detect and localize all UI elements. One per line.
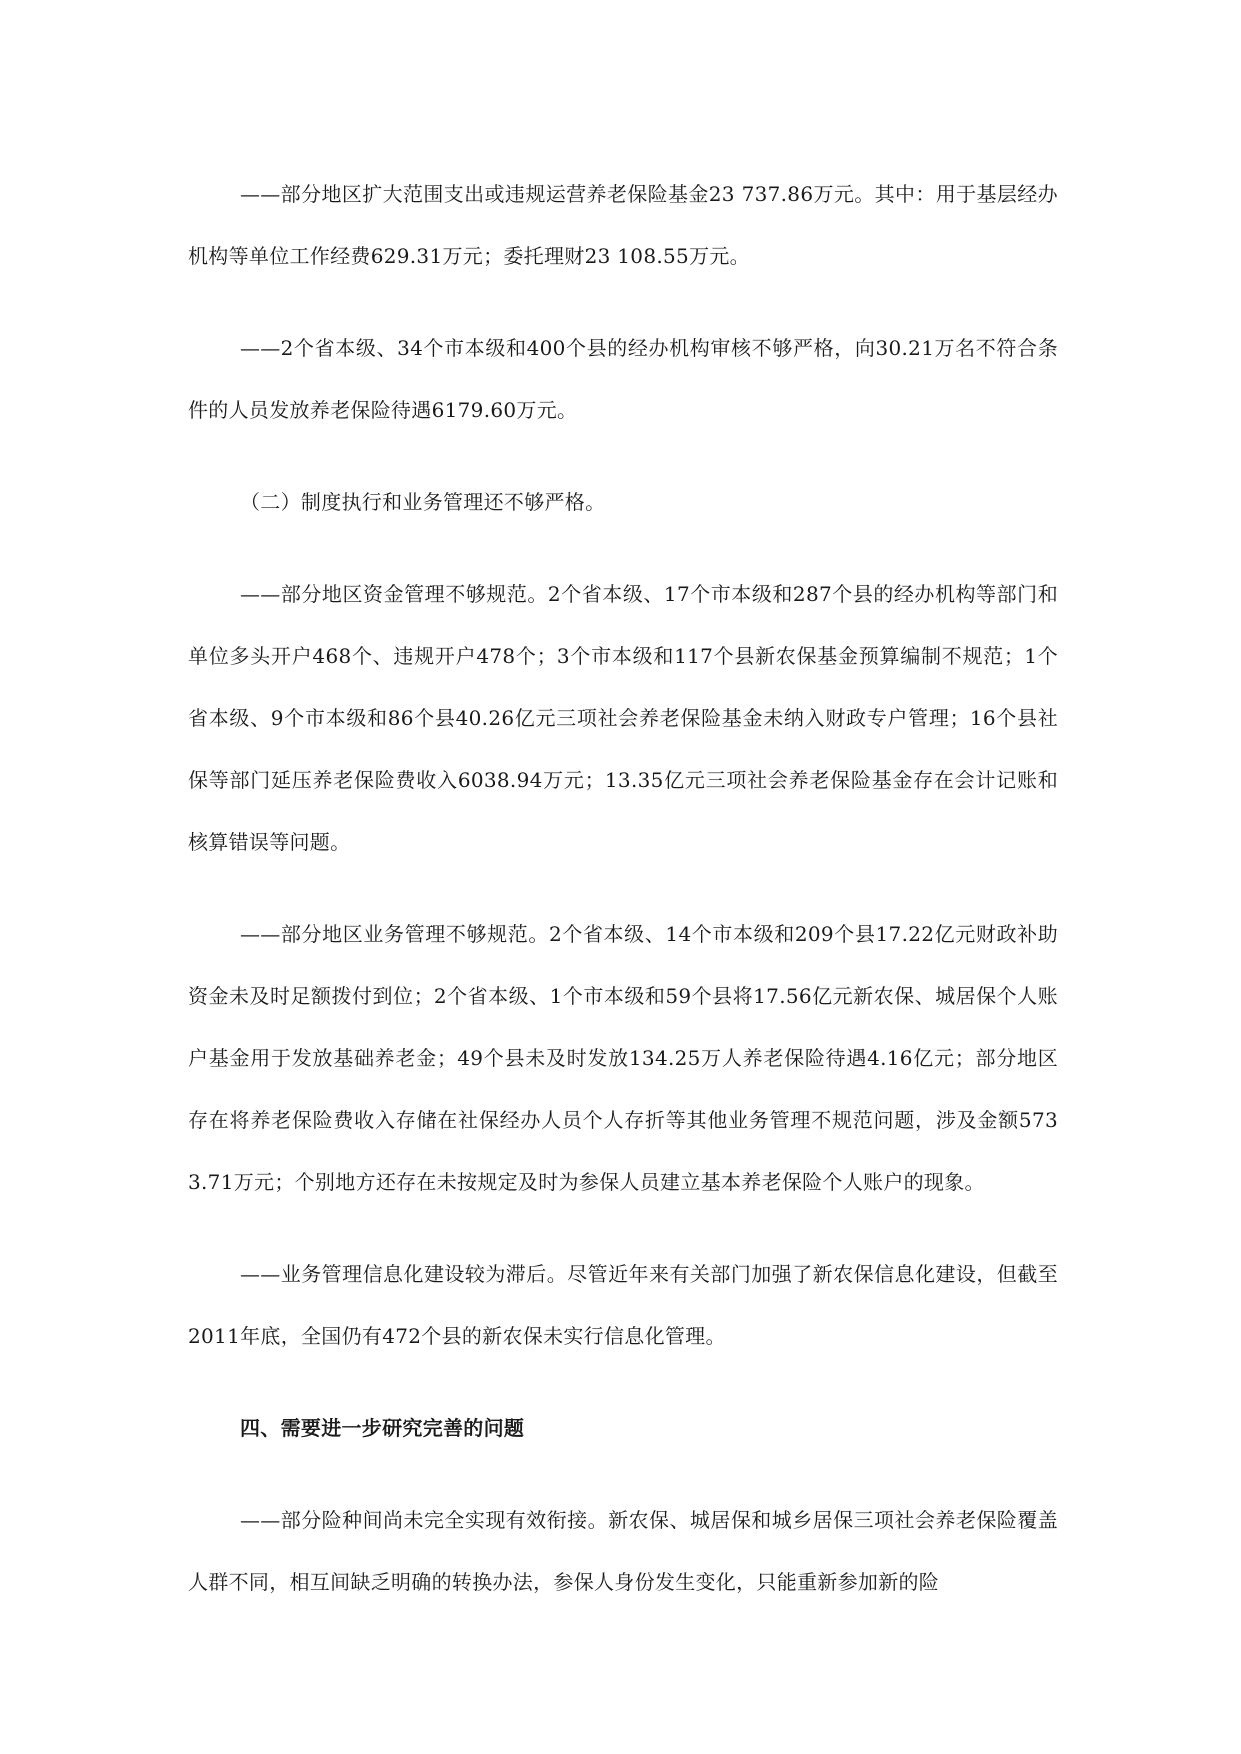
paragraph-insurance-linkage: ——部分险种间尚未完全实现有效衔接。新农保、城居保和城乡居保三项社会养老保险覆盖人群不同，相互间缺乏明确的转换办法，参保人身份发生变化，只能重新参加新的险 bbox=[188, 1508, 1058, 1594]
document-body bbox=[188, 163, 1058, 1613]
subsection-heading-2: （二）制度执行和业务管理还不够严格。 bbox=[240, 490, 606, 514]
paragraph-fund-management: ——部分地区资金管理不够规范。2个省本级、17个市本级和287个县的经办机构等部门和单位多头开户468个、违规开户478个；3个市本级和117个县新农保基金预算编制不规范；1个省本级、9个市本级和86个县40.26亿元三项社会养老保险基金未纳入财政专户管理；16个县社保等部门延压养老保险费收入6038.94万元；13.35亿元三项社会养老保险基金存在会计记账和核算错误等问题。 bbox=[188, 582, 1058, 854]
section-heading-4: 四、需要进一步研究完善的问题 bbox=[240, 1416, 525, 1440]
paragraph-review-not-strict: ——2个省本级、34个市本级和400个县的经办机构审核不够严格，向30.21万名不符合条件的人员发放养老保险待遇6179.60万元。 bbox=[188, 336, 1058, 422]
paragraph-informatization: ——业务管理信息化建设较为滞后。尽管近年来有关部门加强了新农保信息化建设，但截至2011年底，全国仍有472个县的新农保未实行信息化管理。 bbox=[188, 1262, 1058, 1348]
paragraph-fund-misuse: ——部分地区扩大范围支出或违规运营养老保险基金23 737.86万元。其中：用于基层经办机构等单位工作经费629.31万元；委托理财23 108.55万元。 bbox=[188, 182, 1058, 268]
paragraph-business-management: ——部分地区业务管理不够规范。2个省本级、14个市本级和209个县17.22亿元财政补助资金未及时足额拨付到位；2个省本级、1个市本级和59个县将17.56亿元新农保、城居保个人账户基金用于发放基础养老金；49个县未及时发放134.25万人养老保险待遇4.16亿元；部分地区存在将养老保险费收入存储在社保经办人员个人存折等其他业务管理不规范问题，涉及金额5733.71万元；个别地方还存在未按规定及时为参保人员建立基本养老保险个人账户的现象。 bbox=[188, 922, 1058, 1194]
